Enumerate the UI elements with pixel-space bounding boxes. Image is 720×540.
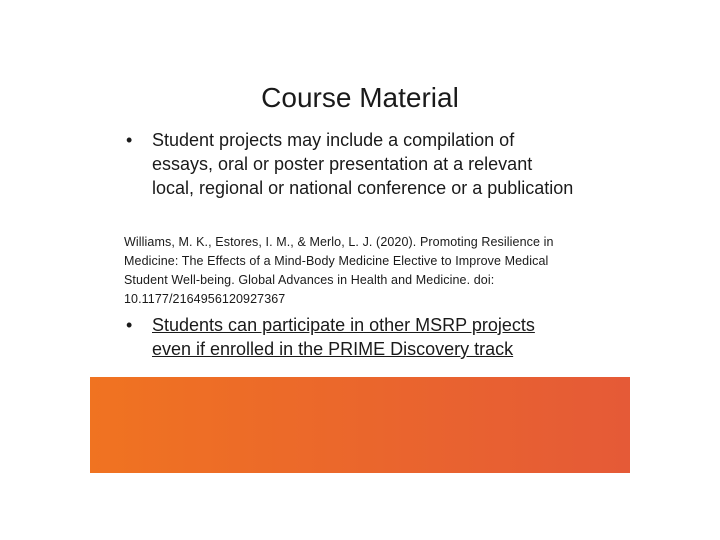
bullet-text-projects: Student projects may include a compilation of essays, oral or poster presentation at a relevant local, regional or national conference or a publication [152, 130, 574, 198]
bullet-item-projects [126, 128, 576, 200]
citation-text: Williams, M. K., Estores, I. M., & Merlo, L. J. (2020). Promoting Resilience in Medicine: The Effects of a Mind-Body Medicine Elective to Improve Medical Student Well-being. Global Advances in Health and Medicine. doi: 10.1177/2164956120927367 [124, 235, 554, 306]
msrp-link[interactable]: Students can participate in other MSRP projects even if enrolled in the PRIME Discovery track [152, 315, 535, 359]
orange-accent-band [90, 377, 630, 473]
bullet-marker: • [126, 130, 133, 150]
bullet-marker: • [126, 315, 133, 335]
slide-title: Course Material [261, 82, 459, 113]
bullet-item-msrp [126, 313, 576, 361]
